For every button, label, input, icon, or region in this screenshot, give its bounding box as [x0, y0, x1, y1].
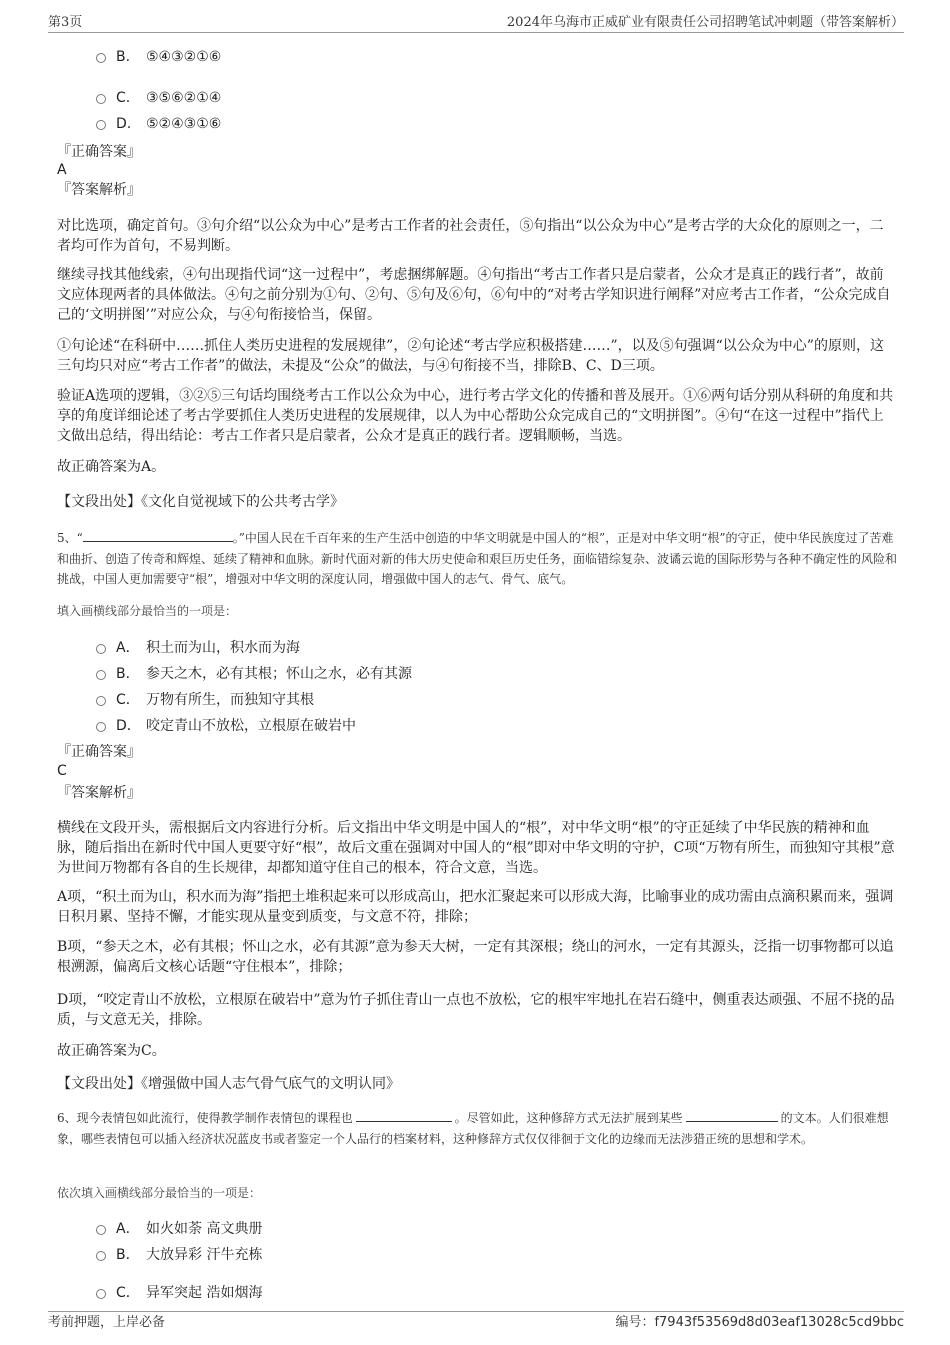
q5-blank [83, 528, 233, 542]
radio-icon[interactable] [96, 1225, 106, 1235]
q5-analysis-p4: D项，“咬定青山不放松，立根原在破岩中”意为竹子抓住青山一点也不放松，它的根牢牢地扎在岩石缝中，侧重表达顽强、不屈不挠的品质，与文意无关，排除。 [57, 992, 895, 1028]
q4-analysis-p3: ①句论述“在科研中……抓住人类历史进程的发展规律”，②句论述“考古学应积极搭建……”，以及⑤句强调“以公众为中心”的原则，这三句均只对应“考古工作者”的做法，未提及“公众”的做法，与④句衔接不当，排除B、C、D三项。 [57, 338, 884, 374]
q4-analysis-p2: 继续寻找其他线索，④句出现指代词“这一过程中”，考虑捆绑解题。④句指出“考古工作者只是启蒙者，公众才是真正的践行者”，故前文应体现两者的具体做法。④句之前分别为①句、②句、⑤句及⑥句，⑥句中的“对考古学知识进行阐释”对应考古工作者，“公众完成自己的‘文明拼图’”对应公众，与④句衔接恰当，保留。 [57, 267, 891, 323]
q5-answer-label: 『正确答案』 [57, 744, 141, 760]
q6-blank-2 [686, 1108, 778, 1122]
q5-analysis-p5: 故正确答案为C。 [57, 1043, 166, 1059]
option-text: 如火如荼 高文典册 [146, 1221, 263, 1237]
q5-prompt: 填入画横线部分最恰当的一项是： [57, 604, 238, 618]
q6-option-b[interactable]: B． 大放异彩 汗牛充栋 [96, 1245, 262, 1265]
q5-analysis-p2: A项，“积土而为山，积水而为海”指把土堆积起来可以形成高山，把水汇聚起来可以形成大海，比喻事业的成功需由点滴积累而来，强调日积月累、坚持不懈，才能实现从量变到质变，与文意不符，排除； [57, 889, 894, 925]
q4-analysis-p1: 对比选项，确定首句。③句介绍“以公众为中心”是考古工作者的社会责任，⑤句指出“以公众为中心”是考古学的大众化的原则之一，二者均可作为首句，不易判断。 [57, 218, 884, 254]
radio-icon[interactable] [96, 1289, 106, 1299]
q4-analysis-label: 『答案解析』 [57, 182, 141, 198]
q4-option-d[interactable]: D. ⑤②④③①⑥ [96, 114, 221, 134]
q6-blank-1 [356, 1108, 452, 1122]
q5-source: 【文段出处】《增强做中国人志气骨气底气的文明认同》 [57, 1076, 400, 1092]
q6-prompt: 依次填入画横线部分最恰当的一项是： [57, 1186, 262, 1200]
q4-answer: A [57, 162, 67, 178]
q4-source: 【文段出处】《文化自觉视域下的公共考古学》 [57, 494, 344, 510]
q5-option-a[interactable]: A． 积土而为山，积水而为海 [96, 638, 300, 658]
document-title: 2024年乌海市正威矿业有限责任公司招聘笔试冲刺题（带答案解析） [506, 15, 904, 30]
q4-answer-label: 『正确答案』 [57, 144, 141, 160]
q5-option-c[interactable]: C． 万物有所生，而独知守其根 [96, 690, 314, 710]
option-text: 异军突起 浩如烟海 [146, 1285, 263, 1301]
radio-icon[interactable] [96, 644, 106, 654]
document-code: 编号：f7943f53569d8d03eaf13028c5cd9bbc [615, 1315, 904, 1330]
radio-icon[interactable] [96, 670, 106, 680]
q5-analysis-label: 『答案解析』 [57, 785, 141, 801]
q4-option-c[interactable]: C. ③⑤⑥②①④ [96, 88, 221, 108]
option-text: 参天之木，必有其根；怀山之水，必有其源 [146, 666, 412, 682]
q4-analysis-p4: 验证A选项的逻辑，③②⑤三句话均围绕考古工作以公众为中心，进行考古学文化的传播和普及展开。①⑥两句话分别从科研的角度和共享的角度详细论述了考古学要抓住人类历史进程的发展规律，以人为中心帮助公众完成自己的“文明拼图”。④句“在这一过程中”指代上文做出总结，得出结论：考古工作者只是启蒙者，公众才是真正的践行者。逻辑顺畅，当选。 [57, 388, 894, 444]
q4-option-b[interactable]: B. ⑤④③②①⑥ [96, 47, 221, 67]
page-number: 第3页 [48, 15, 83, 30]
q4-analysis-p5: 故正确答案为A。 [57, 459, 166, 475]
page-footer [48, 1311, 904, 1332]
radio-icon[interactable] [96, 120, 106, 130]
radio-icon[interactable] [96, 53, 106, 63]
option-text: 大放异彩 汗牛充栋 [146, 1247, 263, 1263]
option-text: 积土而为山，积水而为海 [146, 640, 300, 656]
footer-slogan: 考前押题，上岸必备 [48, 1315, 166, 1330]
radio-icon[interactable] [96, 722, 106, 732]
q5-answer: C [57, 763, 67, 779]
option-text: ③⑤⑥②①④ [146, 90, 222, 106]
q5-analysis-p1: 横线在文段开头，需根据后文内容进行分析。后文指出中华文明是中国人的“根”，对中华文明“根”的守正延续了中华民族的精神和血脉，随后指出在新时代中国人更要守好“根”，故后文重在强调对中国人的“根”即对中华文明的守护，C项“万物有所生，而独知守其根”意为世间万物都有各自的生长规律，却都知道守住自己的根本，符合文意，当选。 [57, 820, 895, 876]
option-text: ⑤②④③①⑥ [146, 116, 222, 132]
q6-option-c[interactable]: C． 异军突起 浩如烟海 [96, 1283, 262, 1303]
page-header [48, 14, 904, 33]
radio-icon[interactable] [96, 1251, 106, 1261]
q5-option-d[interactable]: D． 咬定青山不放松，立根原在破岩中 [96, 716, 356, 736]
option-text: 万物有所生，而独知守其根 [146, 692, 314, 708]
q5-option-b[interactable]: B． 参天之木，必有其根；怀山之水，必有其源 [96, 664, 412, 684]
q6-option-a[interactable]: A． 如火如荼 高文典册 [96, 1219, 262, 1239]
option-text: ⑤④③②①⑥ [146, 49, 222, 65]
option-text: 咬定青山不放松，立根原在破岩中 [146, 718, 356, 734]
radio-icon[interactable] [96, 94, 106, 104]
radio-icon[interactable] [96, 696, 106, 706]
q6-stem: 6、现今表情包如此流行，使得教学制作表情包的课程也 。尽管如此，这种修辞方式无法扩展到某些 的文本。人们很难想象，哪些表情包可以插入经济状况蓝皮书或者鉴定一个人品行的档案材料，这种修辞方式仅仅徘徊于文化的边缘而无法涉猎正统的思想和学术。 [57, 1108, 902, 1149]
q5-stem: 5、“ 。”中国人民在千百年来的生产生活中创造的中华文明就是中国人的“根”，正是对中华文明“根”的守正，使中华民族度过了苦难和曲折、创造了传奇和辉煌、延续了精神和血脉。新时代面对新的伟大历史使命和艰巨历史任务，面临错综复杂、波谲云诡的国际形势与各种不确定性的风险和挑战，中国人更加需要守“根”，增强对中华文明的深度认同，增强做中国人的志气、骨气、底气。 [57, 528, 902, 590]
q5-analysis-p3: B项，“参天之木，必有其根；怀山之水，必有其源”意为参天大树，一定有其深根；绕山的河水，一定有其源头，泛指一切事物都可以追根溯源，偏离后文核心话题“守住根本”，排除； [57, 939, 894, 975]
